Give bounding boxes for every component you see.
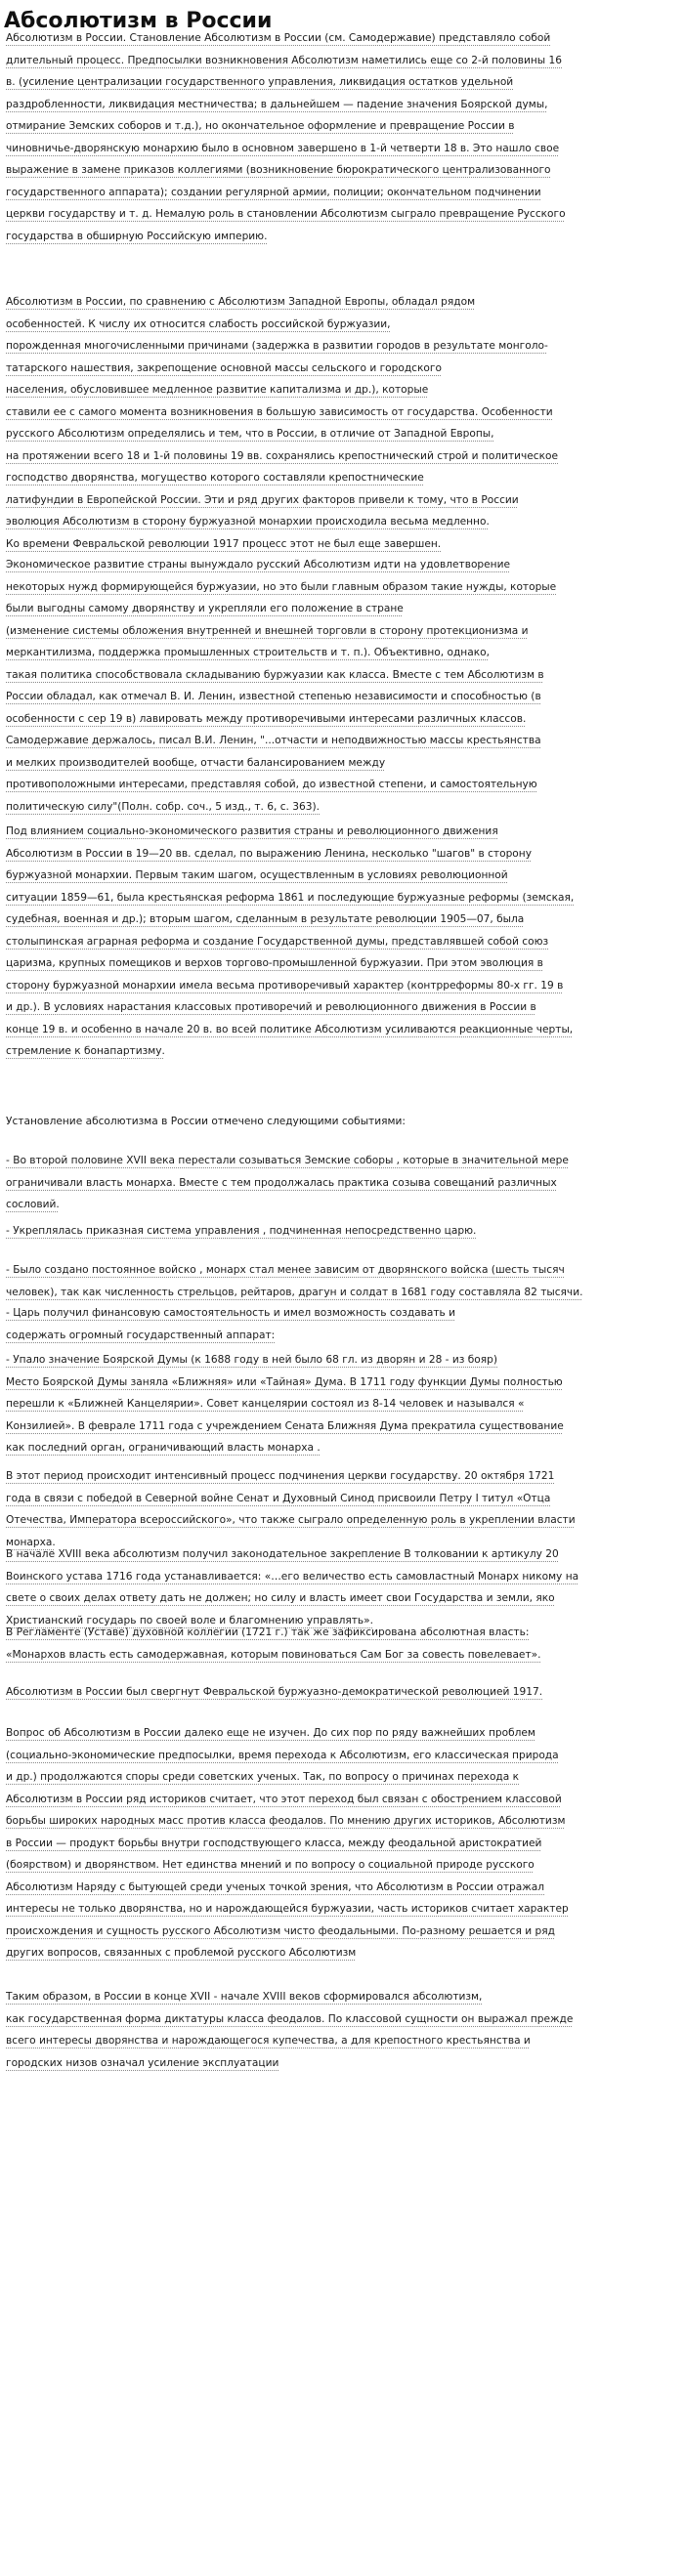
text-line: свете о своих делах ответу дать не должен; но силу и власть имеет свои Государства и земли, яко: [6, 1592, 555, 1604]
text-line: Воинского устава 1716 года устанавливается: «…его величество есть самовластный Монарх никому на: [6, 1570, 579, 1583]
text-line: - Царь получил финансовую самостоятельность и имел возможность создавать и: [6, 1307, 456, 1319]
text-line: на протяжении всего 18 и 1-й половины 19 вв. сохранялись крепостнический строй и политическое: [6, 449, 559, 462]
text-line: (боярством) и дворянством. Нет единства мнений и по вопросу о социальной природе русского: [6, 1859, 535, 1871]
text-line: В начале XVIII века абсолютизм получил законодательное закрепление В толковании к артикулу 20: [6, 1548, 559, 1560]
text-line: и мелких производителей вообще, отчасти балансированием между: [6, 756, 386, 769]
text-line: и др.) продолжаются споры среди советских ученых. Так, по вопросу о причинах перехода к: [6, 1771, 520, 1783]
text-line: порожденная многочисленными причинами (задержка в развитии городов в результате монголо-: [6, 340, 548, 352]
text-line: монарха.: [6, 1536, 56, 1548]
text-line: Установление абсолютизма в России отмечено следующими событиями:: [6, 1116, 406, 1127]
paragraph: [6, 1111, 682, 1133]
text-line: эволюция Абсолютизм в сторону буржуазной монархии происходила весьма медленно.: [6, 516, 490, 528]
text-line: Ко времени Февральской революции 1917 процесс этот не был еще завершен.: [6, 537, 442, 550]
text-line: конце 19 в. и особенно в начале 20 в. во всей политике Абсолютизм усиливаются реакционные черты,: [6, 1023, 574, 1035]
text-line: В Регламенте (Уставе) духовной коллегии (1721 г.) так же зафиксирована абсолютная власть:: [6, 1626, 530, 1638]
text-line: Экономическое развитие страны вынуждало русский Абсолютизм идти на удовлетворение: [6, 559, 510, 570]
text-line: Под влиянием социально-экономического развития страны и революционного движения: [6, 825, 498, 837]
paragraph: [6, 1465, 682, 1553]
text-line: Таким образом, в России в конце XVII - начале XVIII веков сформировался абсолютизм,: [6, 1991, 483, 2003]
text-line: как последний орган, ограничивающий власть монарха .: [6, 1442, 321, 1454]
text-line: политическую силу"(Полн. собр. соч., 5 изд., т. 6, с. 363).: [6, 800, 320, 813]
text-line: государственного аппарата); создании регулярной армии, полиции; окончательном подчинении: [6, 186, 541, 198]
paragraph: [6, 1220, 682, 1243]
text-line: Абсолютизм в России. Становление Абсолютизм в России (см. Самодержавие) представляло собой: [6, 32, 551, 44]
text-line: - Во второй половине XVII века перестали созываться Земские соборы , которые в значительной мере: [6, 1155, 569, 1166]
paragraph: [6, 27, 682, 247]
paragraph: [6, 554, 682, 818]
paragraph: [6, 1259, 682, 1303]
text-line: В этот период происходит интенсивный процесс подчинения церкви государству. 20 октября 1721: [6, 1470, 555, 1482]
text-line: Вопрос об Абсолютизм в России далеко еще не изучен. До сих пор по ряду важнейших проблем: [6, 1727, 535, 1739]
text-line: были выгодны самому дворянству и укрепляли его положение в стране: [6, 603, 404, 614]
paragraph: [6, 291, 682, 555]
text-line: Абсолютизм в России, по сравнению с Абсолютизм Западной Европы, обладал рядом: [6, 296, 476, 308]
text-line: противоположными интересами, представляя собой, до известной степени, и самостоятельную: [6, 779, 537, 790]
text-line: ставили ее с самого момента возникновения в большую зависимость от государства. Особенности: [6, 405, 553, 418]
text-line: - Укреплялась приказная система управления , подчиненная непосредственно царю.: [6, 1225, 477, 1237]
text-line: латифундии в Европейской России. Эти и ряд других факторов привели к тому, что в России: [6, 493, 519, 506]
text-line: русского Абсолютизм определялись и тем, что в России, в отличие от Западной Европы,: [6, 428, 494, 440]
text-line: Христианский государь по своей воле и благомнению управлять».: [6, 1614, 373, 1626]
text-line: Самодержавие держалось, писал В.И. Ленин, "...отчасти и неподвижностью массы крестьянства: [6, 735, 541, 746]
text-line: государства в обширную Российскую империю.: [6, 230, 268, 242]
text-line: отмирание Земских соборов и т.д.), но окончательное оформление и превращение России в: [6, 120, 515, 132]
page-title: Абсолютизм в России: [4, 9, 273, 33]
text-line: господство дворянства, могущество которого составляли крепостнические: [6, 472, 424, 484]
text-line: сословий.: [6, 1199, 60, 1210]
text-line: Абсолютизм Наряду с бытующей среди ученых точкой зрения, что Абсолютизм в России отражал: [6, 1880, 545, 1893]
text-line: происхождения и сущность русского Абсолютизм чисто феодальными. По-разному решается и ряд: [6, 1924, 555, 1937]
paragraph: [6, 1722, 682, 1964]
text-line: буржуазной монархии. Первым таким шагом, осуществленным в условиях революционной: [6, 869, 508, 881]
text-line: сторону буржуазной монархии имела весьма противоречивый характер (контрреформы 80-х гг. 19 в: [6, 979, 564, 992]
text-line: выражение в замене приказов коллегиями (возникновение бюрократического централизованного: [6, 164, 551, 176]
paragraph: [6, 1349, 682, 1459]
text-line: (изменение системы обложения внутренней и внешней торговли в сторону протекционизма и: [6, 624, 529, 637]
paragraph: [6, 1622, 682, 1666]
text-line: Абсолютизм в России был свергнут Февральской буржуазно-демократической революцией 1917.: [6, 1686, 543, 1698]
text-line: населения, обусловившее медленное развитие капитализма и др.), которые: [6, 384, 429, 396]
text-line: года в связи с победой в Северной войне Сенат и Духовный Синод присвоили Петру I титул «Отца: [6, 1492, 551, 1504]
text-line: Конзилией». В феврале 1711 года с учреждением Сената Ближняя Дума прекратила существование: [6, 1419, 564, 1432]
text-line: (социально-экономические предпосылки, время перехода к Абсолютизм, его классическая природа: [6, 1749, 559, 1761]
paragraph: [6, 1681, 682, 1704]
text-line: ситуации 1859—61, была крестьянская реформа 1861 и последующие буржуазные реформы (земская,: [6, 891, 575, 904]
text-line: Абсолютизм в России ряд историков считает, что этот переход был связан с обострением классовой: [6, 1793, 562, 1805]
text-line: и др.). В условиях нарастания классовых противоречий и революционного движения в России в: [6, 1001, 536, 1013]
text-line: «Монархов власть есть самодержавная, которым повиноваться Сам Бог за совесть повелевает».: [6, 1648, 541, 1661]
text-line: других вопросов, связанных с проблемой русского Абсолютизм: [6, 1947, 357, 1959]
text-line: человек), так как численность стрельцов, рейтаров, драгун и солдат в 1681 году составляла 82 тысячи.: [6, 1286, 583, 1298]
paragraph: [6, 821, 682, 1063]
text-line: такая политика способствовала складыванию буржуазии как класса. Вместе с тем Абсолютизм в: [6, 668, 544, 681]
text-line: в России — продукт борьбы внутри господствующего класса, между феодальной аристократией: [6, 1837, 542, 1849]
text-line: особенностей. К числу их относится слабость российской буржуазии,: [6, 317, 391, 330]
text-line: - Было создано постоянное войско , монарх стал менее зависим от дворянского войска (шесть тысяч: [6, 1264, 565, 1276]
text-line: татарского нашествия, закрепощение основной массы сельского и городского: [6, 361, 442, 374]
text-line: столыпинская аграрная реформа и создание Государственной думы, представлявшей собой союз: [6, 935, 549, 948]
text-line: перешли к «Ближней Канцелярии». Совет канцелярии состоял из 8-14 человек и назывался «: [6, 1398, 525, 1410]
text-line: России обладал, как отмечал В. И. Ленин, известной степенью независимости и способностью (в: [6, 691, 541, 702]
text-line: Абсолютизм в России в 19—20 вв. сделал, по выражению Ленина, несколько "шагов" в сторону: [6, 847, 532, 860]
text-line: Место Боярской Думы заняла «Ближняя» или «Тайная» Дума. В 1711 году функции Думы полностью: [6, 1375, 563, 1388]
text-line: меркантилизма, поддержка промышленных строительств и т. п.). Объективно, однако,: [6, 647, 490, 658]
text-line: раздробленности, ликвидация местничества; в дальнейшем — падение значения Боярской думы,: [6, 98, 548, 110]
text-line: судебная, военная и др.); вторым шагом, сделанным в результате революции 1905—07, была: [6, 913, 525, 925]
text-line: городских низов означал усиление эксплуатации: [6, 2056, 279, 2069]
text-line: Отечества, Императора всероссийского», что также сыграло определенную роль в укреплении власти: [6, 1514, 576, 1526]
text-line: интересы не только дворянства, но и нарождающейся буржуазии, часть историков считает характер: [6, 1903, 569, 1915]
paragraph: [6, 1150, 682, 1216]
text-line: ограничивали власть монарха. Вместе с тем продолжалась практика созыва совещаний различных: [6, 1176, 557, 1189]
text-line: содержать огромный государственный аппарат:: [6, 1329, 276, 1341]
text-line: длительный процесс. Предпосылки возникновения Абсолютизм наметились еще со 2-й половины 16: [6, 54, 563, 66]
text-line: царизма, крупных помещиков и верхов торгово-промышленной буржуазии. При этом эволюция в: [6, 957, 543, 969]
text-line: церкви государству и т. д. Немалую роль в становлении Абсолютизм сыграло превращение Русского: [6, 208, 566, 220]
text-line: как государственная форма диктатуры класса феодалов. По классовой сущности он выражал прежде: [6, 2012, 574, 2025]
paragraph: [6, 1302, 682, 1346]
text-line: некоторых нужд формирующейся буржуазии, но это были главным образом такие нужды, которые: [6, 580, 557, 593]
text-line: в. (усиление централизации государственного управления, ликвидация остатков удельной: [6, 76, 514, 88]
text-line: - Упало значение Боярской Думы (к 1688 году в ней было 68 гл. из дворян и 28 - из бояр): [6, 1354, 498, 1366]
paragraph: [6, 1986, 682, 2074]
text-line: особенности с сер 19 в) лавировать между противоречивыми интересами различных классов.: [6, 712, 527, 725]
text-line: чиновничье-дворянскую монархию было в основном завершено в 1-й четверти 18 в. Это нашло свое: [6, 142, 560, 154]
text-line: борьбы широких народных масс против класса феодалов. По мнению других историков, Абсолютизм: [6, 1815, 566, 1827]
text-line: всего интересы дворянства и нарождающегося купечества, а для крепостного крестьянства и: [6, 2035, 531, 2047]
paragraph: [6, 1543, 682, 1631]
text-line: стремление к бонапартизму.: [6, 1045, 165, 1057]
